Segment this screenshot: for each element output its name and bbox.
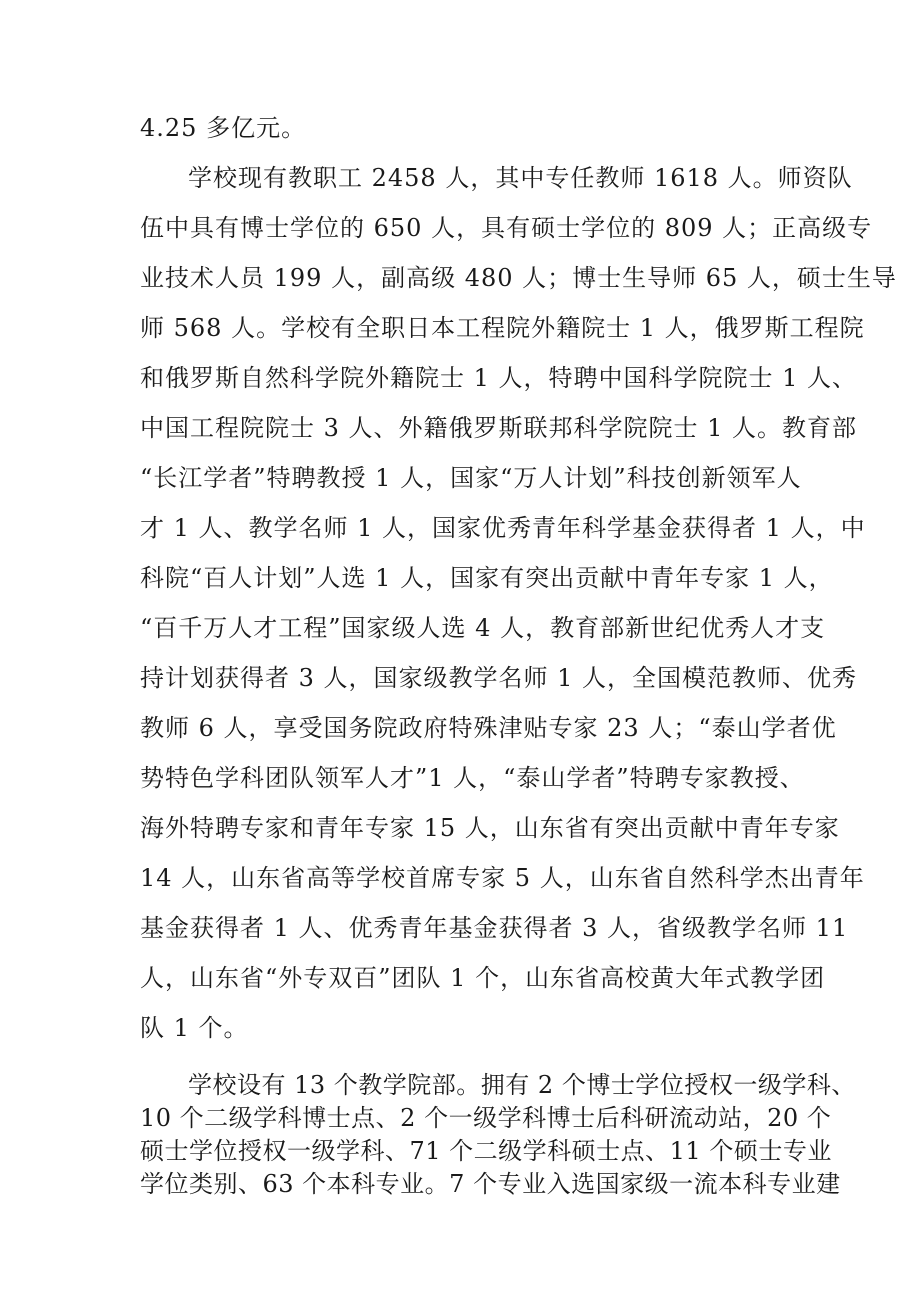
text-line: 人，山东省“外专双百”团队 1 个，山东省高校黄大年式教学团 xyxy=(140,964,826,992)
text-line: 才 1 人、教学名师 1 人，国家优秀青年科学基金获得者 1 人，中 xyxy=(140,514,866,542)
text-line: 伍中具有博士学位的 650 人，具有硕士学位的 809 人；正高级专 xyxy=(140,214,873,242)
text-line: 海外特聘专家和青年专家 15 人，山东省有突出贡献中青年专家 xyxy=(140,814,840,842)
text-line: “百千万人才工程”国家级人选 4 人，教育部新世纪优秀人才支 xyxy=(140,614,826,642)
text-line: 队 1 个。 xyxy=(140,1014,249,1042)
text-line: 10 个二级学科博士点、2 个一级学科博士后科研流动站，20 个 xyxy=(140,1104,832,1132)
text-line: 硕士学位授权一级学科、71 个二级学科硕士点、11 个硕士专业 xyxy=(140,1137,832,1165)
text-line: 和俄罗斯自然科学院外籍院士 1 人，特聘中国科学院院士 1 人、 xyxy=(140,364,858,392)
text-line: 中国工程院院士 3 人、外籍俄罗斯联邦科学院院士 1 人。教育部 xyxy=(140,414,858,442)
text-line: 学校现有教职工 2458 人，其中专任教师 1618 人。师资队 xyxy=(188,164,853,192)
text-line: 师 568 人。学校有全职日本工程院外籍院士 1 人，俄罗斯工程院 xyxy=(140,314,865,342)
text-line: 持计划获得者 3 人，国家级教学名师 1 人，全国模范教师、优秀 xyxy=(140,664,858,692)
text-line: 基金获得者 1 人、优秀青年基金获得者 3 人，省级教学名师 11 xyxy=(140,914,849,942)
text-line: 业技术人员 199 人，副高级 480 人；博士生导师 65 人，硕士生导 xyxy=(140,264,897,292)
text-line: 4.25 多亿元。 xyxy=(140,114,307,142)
text-line: 学校设有 13 个教学院部。拥有 2 个博士学位授权一级学科、 xyxy=(188,1071,856,1099)
text-line: 教师 6 人，享受国务院政府特殊津贴专家 23 人；“泰山学者优 xyxy=(140,714,837,742)
text-line: 学位类别、63 个本科专业。7 个专业入选国家级一流本科专业建 xyxy=(140,1170,841,1198)
text-line: 势特色学科团队领军人才”1 人，“泰山学者”特聘专家教授、 xyxy=(140,764,805,792)
text-line: 科院“百人计划”人选 1 人，国家有突出贡献中青年专家 1 人， xyxy=(140,564,834,592)
text-line: 14 人，山东省高等学校首席专家 5 人，山东省自然科学杰出青年 xyxy=(140,864,865,892)
text-line: “长江学者”特聘教授 1 人，国家“万人计划”科技创新领军人 xyxy=(140,464,802,492)
